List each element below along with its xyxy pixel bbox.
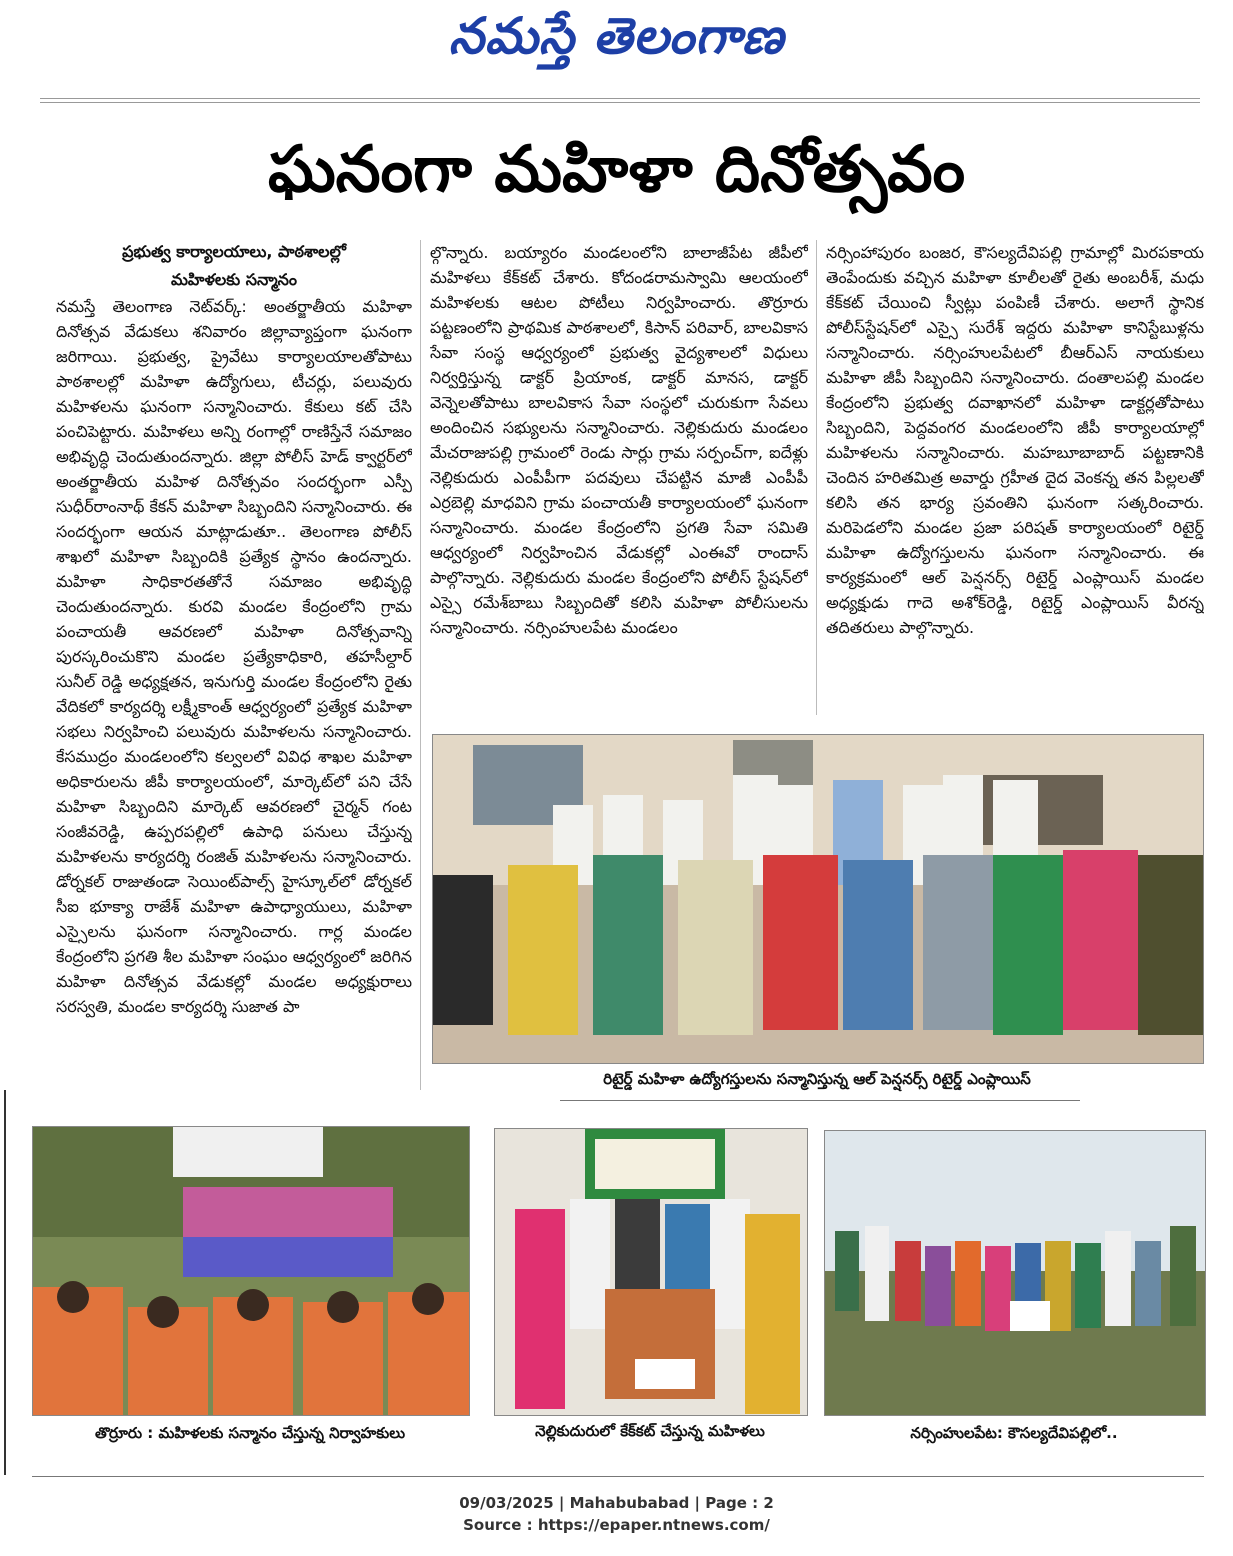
main-photo-caption: రిటైర్డ్ మహిళా ఉద్యోగస్తులను సన్మానిస్తున్న ఆల్ పెన్షనర్స్ రిటైర్డ్ ఎంప్లాయిస్ (603, 1070, 1031, 1088)
photo-torrur (32, 1126, 470, 1416)
column-divider (420, 240, 421, 1090)
subhead-line-1: ప్రభుత్వ కార్యాలయాలు, పాఠశాలల్లో (122, 242, 346, 261)
footer-source: Source : https://epaper.ntnews.com/ (463, 1516, 770, 1534)
bottom-rule (32, 1476, 1204, 1477)
column-1-text: నమస్తే తెలంగాణ నెట్‌వర్క్: అంతర్జాతీయ మహిళా దినోత్సవ వేడుకలు శనివారం జిల్లావ్యాప్తంగా ఘనంగా జరిగాయి. ప్రభుత్వ, ప్రైవేటు కార్యాలయాలతోపాటు పాఠశాలల్లో మహిళా ఉద్యోగులు, టీచర్లు, పలువురు మహిళలను ఘనంగా సన్మానించారు. కేకులు కట్ చేసి పంచిపెట్టారు. మహిళలు అన్ని రంగాల్లో రాణిస్తేనే సమాజం అభివృద్ధి చెందుతుందన్నారు. జిల్లా పోలీస్ హెడ్ క్వార్టర్‌లో అంతర్జాతీయ మహిళ దినోత్సవం సందర్భంగా ఎస్పీ సుధీర్‌రాంనాథ్ కేకన్ మహిళా సిబ్బందిని సన్మానించారు. ఈ సందర్భంగా ఆయన మాట్లాడుతూ.. తెలంగాణ పోలీస్ శాఖలో మహిళా సిబ్బందికి ప్రత్యేక స్థానం ఉందన్నారు. మహిళా సాధికారతతోనే సమాజం అభివృద్ధి చెందుతుందన్నారు. కురవి మండల కేంద్రంలోని గ్రామ పంచాయతీ ఆవరణలో మహిళా దినోత్సవాన్ని పురస్కరించుకొని మండల ప్రత్యేకాధికారి, తహసీల్దార్ సునీల్ రెడ్డి అధ్యక్షతన, ఇనుగుర్తి మండల కేంద్రంలోని రైతు వేదికలో కార్యదర్శి లక్ష్మీకాంత్ ఆధ్వర్యంలో ప్రత్యేక మహిళా సభలు నిర్వహించి పలువురు మహిళలను సన్మానించారు. కేసముద్రం మండలంలోని కల్వలలో వివిధ శాఖల మహిళా అధికారులను జీపీ కార్యాలయంలో, మార్కెట్‌లో పని చేసే మహిళా సిబ్బందిని మార్కెట్ ఆవరణలో చైర్మన్ గంట సంజీవరెడ్డి, ఉప్పరపల్లిలో ఉపాధి పనులు చేస్తున్న మహిళలను కార్యదర్శి రంజిత్ మహిళలను సన్మానించారు. డోర్నకల్ రాజుతండా సెయింట్‌పాల్స్ హైస్కూల్‌లో డోర్నకల్ సీఐ భూక్యా రాజేశ్ మహిళా ఉపాధ్యాయులు, మహిళా ఎస్సైలను ఘనంగా సన్మానించారు. గార్ల మండల కేంద్రంలోని ప్రగతి శీల మహిళా సంఘం ఆధ్వర్యంలో జరిగిన మహిళా దినోత్సవ వేడుకల్లో మండల అధ్యక్షురాలు సరస్వతి, మండల కార్యదర్శి సుజాత పా (56, 297, 412, 1016)
column-2-text: ల్గొన్నారు. బయ్యారం మండలంలోని బాలాజీపేట జీపీలో మహిళలు కేక్‌కట్ చేశారు. కోదండరామస్వామి ఆలయంలో మహిళలకు ఆటల పోటీలు నిర్వహించారు. తొర్రూరు పట్టణంలోని ప్రాథమిక పాఠశాలలో, కిసాన్ పరివార్, బాలవికాస సేవా సంస్థ ఆధ్వర్యంలో ప్రభుత్వ వైద్యశాలలో విధులు నిర్వర్తిస్తున్న డాక్టర్ ప్రియాంక, డాక్టర్ మానస, డాక్టర్ వెన్నెలతోపాటు బాలవికాస సేవా సంస్థలో చురుకుగా సేవలు అందించిన సభ్యులను సన్మానించారు. నెల్లికుదురు మండలం మేచరాజుపల్లి గ్రామంలో రెండు సార్లు గ్రామ సర్పంచ్‌గా, ఐదేళ్లు నెల్లికుదురు ఎంపీపీగా పదవులు చేపట్టిన మాజీ ఎంపీపీ ఎర్రబెల్లి మాధవిని గ్రామ పంచాయతీ కార్యాలయంలో ఘనంగా సన్మానించారు. మండల కేంద్రంలోని ప్రగతి సేవా సమితి ఆధ్వర్యంలో నిర్వహించిన వేడుకల్లో ఎంఈవో రాందాస్ పాల్గొన్నారు. నెల్లికుదురు మండల కేంద్రంలోని పోలీస్ స్టేషన్‌లో ఎస్సై రమేశ్‌బాబు సిబ్బందితో కలిసి మహిళా పోలీసులను సన్మానించారు. నర్సింహులపేట మండలం (430, 243, 808, 637)
subhead-line-2: మహిళలకు సన్మానం (170, 270, 298, 289)
column-divider (816, 240, 817, 715)
masthead-rule-2 (40, 102, 1200, 103)
edge-bar (4, 1090, 6, 1475)
article-column-2 (430, 240, 808, 718)
article-column-3 (826, 240, 1204, 718)
caption-narsimhulapet: నర్సింహులపేట: కౌసల్యదేవిపల్లిలో.. (910, 1424, 1118, 1442)
main-group-photo (432, 734, 1204, 1064)
masthead-rule (40, 98, 1200, 99)
column-3-text: నర్సింహాపురం బంజర, కౌసల్యదేవిపల్లి గ్రామాల్లో మిరపకాయ తెంపేందుకు వచ్చిన మహిళా కూలీలతో రైతు అంబరీశ్, మధు కేక్‌కట్ చేయించి స్వీట్లు పంపిణీ చేశారు. అలాగే స్థానిక పోలీస్‌స్టేషన్‌లో ఎస్సై సురేశ్ ఇద్దరు మహిళా కానిస్టేబుళ్లను సన్మానించారు. నర్సింహులపేటలో బీఆర్‌ఎస్ నాయకులు మహిళా జీపీ సిబ్బందిని సన్మానించారు. దంతాలపల్లి మండల కేంద్రంలోని ప్రభుత్వ దవాఖానలో మహిళా డాక్టర్లతోపాటు సిబ్బందిని, పెద్దవంగర మండలంలోని జీపీ కార్యాలయాల్లో మహిళలను సన్మానించారు. మహబూబాబాద్ పట్టణానికి చెందిన హరితమిత్ర అవార్డు గ్రహీత దైద వెంకన్న తన పిల్లలతో కలిసి తన భార్య స్రవంతిని ఘనంగా సత్కరించారు. మరిపెడలోని మండల ప్రజా పరిషత్ కార్యాలయంలో రిటైర్డ్ మహిళా ఉద్యోగస్తులను ఘనంగా సన్మానించారు. ఈ కార్యక్రమంలో ఆల్ పెన్షనర్స్ రిటైర్డ్ ఎంప్లాయిస్ మండల అధ్యక్షుడు గాదె అశోక్‌రెడ్డి, రిటైర్డ్ ఎంప్లాయిస్ వీరన్న తదితరులు పాల్గొన్నారు. (826, 243, 1204, 637)
caption-nellikuduru: నెల్లికుదురులో కేక్‌కట్ చేస్తున్న మహిళలు (535, 1422, 765, 1440)
article-column-1 (56, 238, 412, 1098)
headline: ఘనంగా మహిళా దినోత్సవం (267, 133, 966, 207)
caption-underline (560, 1100, 1080, 1101)
masthead-logo: నమస్తే తెలంగాణ (448, 6, 785, 65)
caption-torrur: తొర్రూరు : మహిళలకు సన్మానం చేస్తున్న నిర్వాహకులు (94, 1424, 406, 1442)
footer-date-edition: 09/03/2025 | Mahabubabad | Page : 2 (459, 1494, 774, 1512)
photo-narsimhulapet (824, 1130, 1206, 1416)
photo-nellikuduru (494, 1128, 808, 1416)
